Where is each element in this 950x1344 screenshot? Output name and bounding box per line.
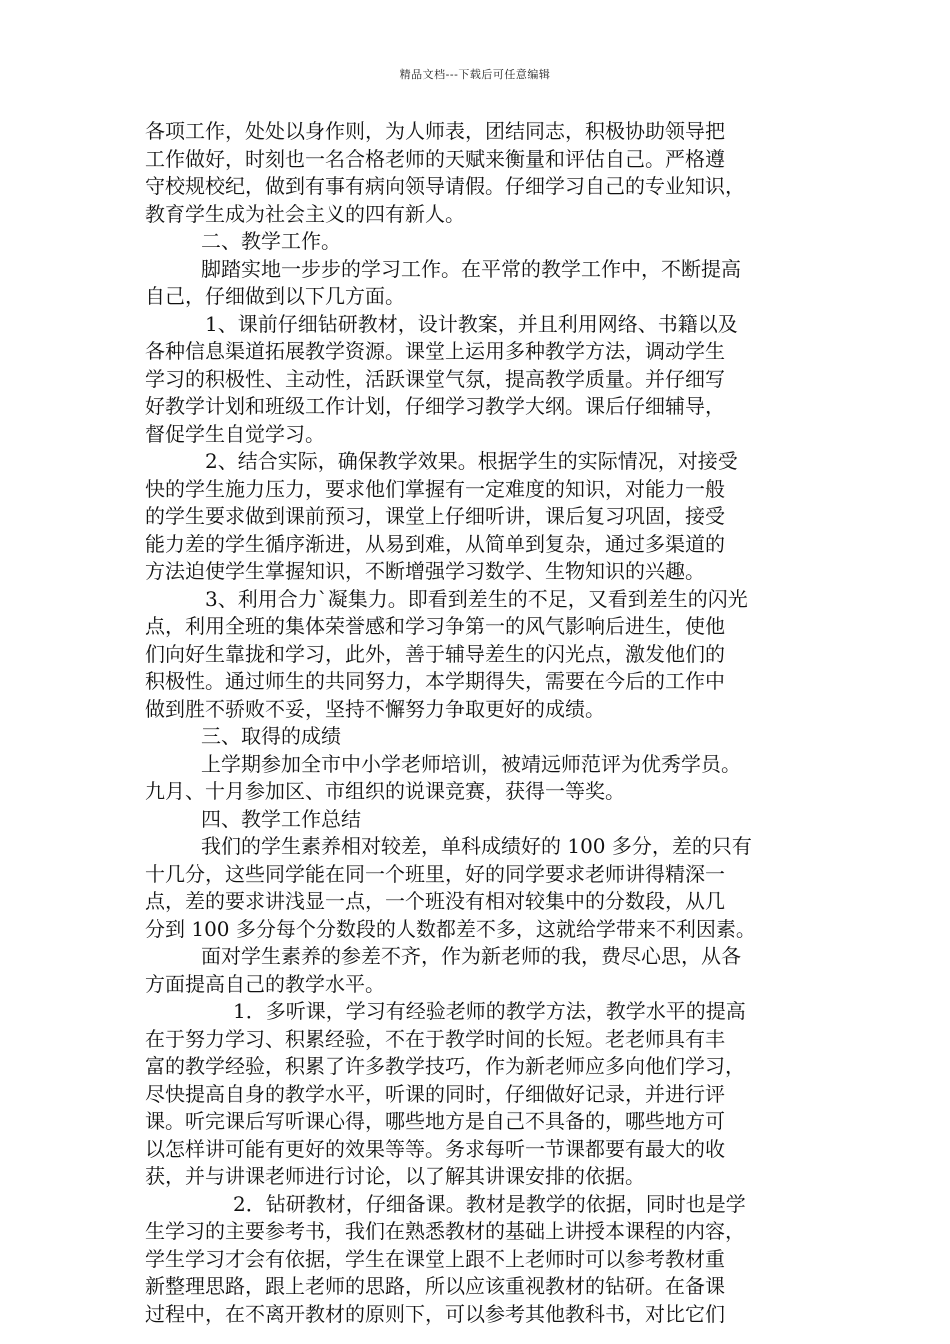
text-line: 以怎样讲可能有更好的效果等等。务求每听一节课都要有最大的收 [145, 1136, 725, 1161]
text-line: 做到胜不骄败不妥，坚持不懈努力争取更好的成绩。 [145, 696, 605, 721]
text-line: 1、课前仔细钻研教材，设计教案，并且利用网络、书籍以及 [205, 311, 738, 336]
text-line: 积极性。通过师生的共同努力，本学期得失，需要在今后的工作中 [145, 669, 725, 693]
text-line: 十几分，这些同学能在同一个班里，好的同学要求老师讲得精深一 [145, 861, 725, 886]
text-line: 分到 100 多分每个分数段的人数都差不多，这就给学带来不利因素。 [145, 916, 756, 941]
text-line: 生学习的主要参考书，我们在熟悉教材的基础上讲授本课程的内容， [145, 1219, 745, 1243]
text-line: 各项工作，处处以身作则，为人师表，团结同志，积极协助领导把 [145, 119, 725, 143]
text-line: 工作做好，时刻也一名合格老师的天赋来衡量和评估自己。严格遵 [145, 146, 725, 171]
text-line: 课。听完课后写听课心得，哪些地方是自己不具备的，哪些地方可 [145, 1109, 725, 1133]
text-line: 在于努力学习、积累经验，不在于教学时间的长短。老老师具有丰 [145, 1026, 725, 1051]
text-line: 2、结合实际，确保教学效果。根据学生的实际情况，对接受 [205, 449, 738, 473]
text-line: 面对学生素养的参差不齐，作为新老师的我，费尽心思，从各 [201, 944, 741, 968]
text-line: 们向好生靠拢和学习，此外，善于辅导差生的闪光点，激发他们的 [145, 641, 725, 666]
text-line: 过程中，在不离开教材的原则下，可以参考其他教科书，对比它们 [145, 1301, 725, 1326]
text-line: 好教学计划和班级工作计划，仔细学习教学大纲。课后仔细辅导， [145, 394, 725, 418]
text-line: 点，利用全班的集体荣誉感和学习争第一的风气影响后进生，使他 [145, 614, 725, 638]
text-line: 教育学生成为社会主义的四有新人。 [145, 201, 465, 226]
text-line: 1．多听课，学习有经验老师的教学方法，教学水平的提高 [233, 999, 746, 1023]
text-line: 获，并与讲课老师进行讨论，以了解其讲课安排的依据。 [145, 1164, 645, 1188]
text-line: 尽快提高自身的教学水平，听课的同时，仔细做好记录，并进行评 [145, 1081, 725, 1106]
text-line: 2．钻研教材，仔细备课。教材是教学的依据，同时也是学 [233, 1191, 746, 1216]
text-line: 二、教学工作。 [201, 229, 341, 253]
text-line: 富的教学经验，积累了许多教学技巧，作为新老师应多向他们学习， [145, 1054, 745, 1078]
document-body [145, 118, 810, 1328]
text-line: 上学期参加全市中小学老师培训，被靖远师范评为优秀学员。 [201, 751, 741, 776]
text-line: 方面提高自己的教学水平。 [145, 971, 385, 996]
text-line: 守校规校纪，做到有事有病向领导请假。仔细学习自己的专业知识， [145, 174, 745, 198]
text-line: 自己，仔细做到以下几方面。 [145, 284, 405, 308]
text-line: 我们的学生素养相对较差，单科成绩好的 100 多分，差的只有 [201, 834, 752, 858]
text-line: 督促学生自觉学习。 [145, 421, 325, 446]
text-line: 快的学生施力压力，要求他们掌握有一定难度的知识，对能力一般 [145, 476, 725, 501]
text-line: 四、教学工作总结 [201, 806, 361, 831]
text-line: 新整理思路，跟上老师的思路，所以应该重视教材的钻研。在备课 [145, 1274, 725, 1298]
text-line: 三、取得的成绩 [201, 724, 341, 748]
text-line: 方法迫使学生掌握知识，不断增强学习数学、生物知识的兴趣。 [145, 559, 705, 583]
text-line: 的学生要求做到课前预习，课堂上仔细听讲，课后复习巩固，接受 [145, 504, 725, 528]
text-line: 脚踏实地一步步的学习工作。在平常的教学工作中，不断提高 [201, 256, 741, 281]
page-header: 精品文档---下载后可任意编辑 [399, 68, 551, 81]
text-line: 能力差的学生循序渐进，从易到难，从简单到复杂，通过多渠道的 [145, 531, 725, 556]
text-line: 九月、十月参加区、市组织的说课竞赛，获得一等奖。 [145, 779, 625, 803]
text-line: 学生学习才会有依据，学生在课堂上跟不上老师时可以参考教材重 [145, 1246, 725, 1271]
text-line: 各种信息渠道拓展教学资源。课堂上运用多种教学方法，调动学生 [145, 339, 725, 363]
text-line: 点，差的要求讲浅显一点，一个班没有相对较集中的分数段，从几 [145, 889, 725, 913]
text-line: 3、利用合力`凝集力。即看到差生的不足，又看到差生的闪光 [205, 586, 748, 611]
text-line: 学习的积极性、主动性，活跃课堂气氛，提高教学质量。并仔细写 [145, 366, 725, 391]
